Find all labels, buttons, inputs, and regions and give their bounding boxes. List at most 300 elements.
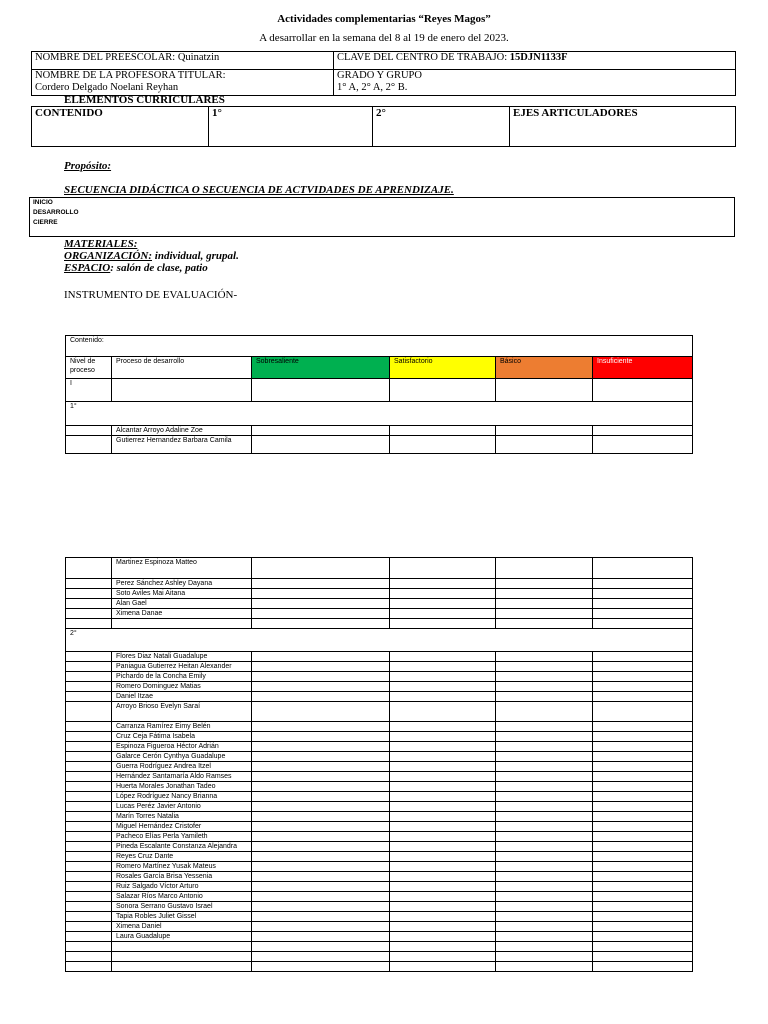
evaluation-cell	[390, 922, 496, 932]
evaluation-cell	[593, 722, 693, 732]
evaluation-cell	[496, 609, 593, 619]
evaluation-cell	[496, 732, 593, 742]
table-row	[66, 762, 693, 772]
grado-cell	[334, 70, 736, 96]
level-i-cell: I	[66, 379, 112, 402]
contenido-cell	[32, 107, 209, 147]
instrumento-label: INSTRUMENTO DE EVALUACIÓN-	[64, 289, 238, 301]
table-row	[66, 619, 693, 629]
evaluation-cell	[252, 619, 390, 629]
evaluation-cell	[66, 902, 112, 912]
materiales-block	[64, 238, 239, 274]
level-i-row	[66, 379, 693, 402]
student-name-cell: Tapia Robles Juliet Gissel	[112, 912, 252, 922]
preescolar-text: NOMBRE DEL PREESCOLAR: Quinatzin	[35, 52, 220, 63]
student-name-cell: Gutierrez Hernandez Barbara Camila	[112, 436, 252, 454]
evaluation-cell	[252, 812, 390, 822]
evaluation-cell	[593, 812, 693, 822]
evaluation-cell	[593, 589, 693, 599]
evaluation-cell	[66, 792, 112, 802]
evaluation-cell	[390, 609, 496, 619]
evaluation-cell	[66, 589, 112, 599]
student-name-cell: Espinoza Figueroa Héctor Adrián	[112, 742, 252, 752]
evaluation-cell	[252, 842, 390, 852]
student-name-cell: Ruiz Salgado Víctor Arturo	[112, 882, 252, 892]
inicio-label: INICIO	[33, 199, 53, 206]
table-row	[66, 822, 693, 832]
evaluation-cell	[390, 772, 496, 782]
materiales-label: MATERIALES:	[64, 238, 138, 250]
evaluation-cell	[390, 579, 496, 589]
evaluation-cell	[496, 882, 593, 892]
student-name-cell: Reyes Cruz Dante	[112, 852, 252, 862]
evaluation-cell	[593, 619, 693, 629]
evaluation-cell	[593, 822, 693, 832]
evaluation-cell	[593, 558, 693, 579]
preescolar-cell	[32, 52, 334, 70]
evaluation-cell	[593, 852, 693, 862]
evaluation-cell	[390, 792, 496, 802]
student-name-cell: Alcantar Arroyo Adaline Zoe	[112, 426, 252, 436]
evaluation-cell	[390, 952, 496, 962]
evaluation-cell	[390, 942, 496, 952]
elementos-row	[32, 107, 736, 147]
evaluation-cell	[496, 952, 593, 962]
evaluation-cell	[496, 436, 593, 454]
evaluation-cell	[496, 932, 593, 942]
profesora-cell	[32, 70, 334, 96]
document-subtitle: A desarrollar en la semana del 8 al 19 de enero del 2023.	[259, 32, 509, 44]
evaluation-cell	[496, 872, 593, 882]
evaluation-cell	[66, 652, 112, 662]
evaluation-cell	[252, 792, 390, 802]
table-row	[66, 872, 693, 882]
table-row	[66, 589, 693, 599]
clave-cell	[334, 52, 736, 70]
student-name-cell: Paniagua Gutierrez Heitan Alexander	[112, 662, 252, 672]
evaluation-cell	[496, 792, 593, 802]
evaluation-cell	[390, 732, 496, 742]
organizacion-value: individual, grupal.	[152, 250, 239, 262]
evaluation-cell	[252, 426, 390, 436]
evaluation-cell	[252, 902, 390, 912]
evaluation-cell	[390, 742, 496, 752]
table-row	[66, 436, 693, 454]
grado-value: 1° A, 2° A, 2° B.	[337, 82, 408, 93]
student-name-cell: Ximena Danae	[112, 609, 252, 619]
evaluation-cell	[390, 902, 496, 912]
evaluation-cell	[390, 662, 496, 672]
table-row	[66, 732, 693, 742]
evaluation-cell	[496, 822, 593, 832]
level-2-row	[66, 629, 693, 652]
grado-label: GRADO Y GRUPO	[337, 70, 422, 81]
evaluation-cell	[390, 802, 496, 812]
evaluation-cell	[593, 842, 693, 852]
evaluation-cell	[593, 772, 693, 782]
espacio-label: ESPACIO	[64, 262, 111, 274]
student-name-cell: López Rodríguez Nancy Brianna	[112, 792, 252, 802]
table-row	[66, 792, 693, 802]
student-rows-page1	[66, 426, 693, 454]
header-row-2	[32, 70, 736, 96]
evaluation-cell	[496, 772, 593, 782]
evaluation-cell	[252, 609, 390, 619]
table-row	[66, 599, 693, 609]
evaluation-cell	[252, 558, 390, 579]
evaluation-cell	[390, 652, 496, 662]
evaluation-cell	[496, 672, 593, 682]
grade1-cell	[209, 107, 373, 147]
proceso-header: Proceso de desarrollo	[112, 357, 252, 379]
evaluation-cell	[390, 862, 496, 872]
evaluation-cell	[252, 832, 390, 842]
table-row	[66, 692, 693, 702]
organizacion-label: ORGANIZACIÓN:	[64, 250, 153, 262]
evaluation-cell	[496, 589, 593, 599]
evaluation-cell	[66, 662, 112, 672]
student-name-cell: Ximena Daniel	[112, 922, 252, 932]
table-row	[66, 752, 693, 762]
evaluation-cell	[593, 702, 693, 722]
evaluation-cell	[593, 662, 693, 672]
table-row	[66, 772, 693, 782]
evaluation-cell	[593, 579, 693, 589]
student-name-cell: Cruz Ceja Fátima Isabela	[112, 732, 252, 742]
evaluation-cell	[66, 619, 112, 629]
evaluation-cell	[66, 609, 112, 619]
evaluation-cell	[496, 682, 593, 692]
evaluation-cell	[390, 852, 496, 862]
student-name-cell: Lucas Peréz Javier Antonio	[112, 802, 252, 812]
evaluation-cell	[66, 802, 112, 812]
evaluation-cell	[390, 822, 496, 832]
student-name-cell: Marín Torres Natalia	[112, 812, 252, 822]
evaluation-cell	[496, 812, 593, 822]
evaluation-cell	[66, 762, 112, 772]
student-rows-page2-second	[66, 652, 693, 972]
profesora-label: NOMBRE DE LA PROFESORA TITULAR:	[35, 70, 226, 81]
table-row	[66, 802, 693, 812]
table-row	[66, 942, 693, 952]
evaluation-cell	[593, 609, 693, 619]
evaluation-cell	[593, 599, 693, 609]
evaluation-cell	[593, 802, 693, 812]
evaluation-cell	[66, 872, 112, 882]
evaluation-cell	[593, 762, 693, 772]
evaluation-cell	[252, 589, 390, 599]
evaluation-cell	[66, 742, 112, 752]
evaluation-cell	[593, 962, 693, 972]
evaluation-cell	[496, 752, 593, 762]
evaluation-cell	[496, 652, 593, 662]
evaluation-cell	[496, 892, 593, 902]
evaluation-cell	[390, 872, 496, 882]
contenido-header: CONTENIDO	[35, 107, 103, 119]
evaluation-cell	[252, 912, 390, 922]
evaluation-cell	[66, 426, 112, 436]
rubric-contenido-label: Contenido:	[70, 337, 104, 344]
sobresaliente-header: Sobresaliente	[252, 357, 390, 379]
student-name-cell: Romero Dominguez Matias	[112, 682, 252, 692]
evaluation-cell	[66, 862, 112, 872]
evaluation-cell	[112, 962, 252, 972]
evaluation-cell	[66, 852, 112, 862]
evaluation-cell	[66, 558, 112, 579]
table-row	[66, 662, 693, 672]
evaluation-cell	[390, 932, 496, 942]
level-2-cell: 2°	[66, 629, 693, 652]
evaluation-cell	[252, 692, 390, 702]
evaluation-cell	[390, 692, 496, 702]
elementos-title: ELEMENTOS CURRICULARES	[64, 94, 225, 106]
evaluation-cell	[496, 692, 593, 702]
table-row	[66, 962, 693, 972]
evaluation-cell	[252, 942, 390, 952]
evaluation-cell	[496, 599, 593, 609]
table-row	[66, 558, 693, 579]
evaluation-cell	[66, 752, 112, 762]
evaluation-cell	[593, 952, 693, 962]
rubric-header-row	[66, 357, 693, 379]
evaluation-cell	[390, 426, 496, 436]
evaluation-cell	[496, 782, 593, 792]
evaluation-cell	[496, 702, 593, 722]
evaluation-cell	[593, 682, 693, 692]
evaluation-cell	[496, 922, 593, 932]
evaluation-cell	[390, 752, 496, 762]
evaluation-cell	[593, 692, 693, 702]
evaluation-cell	[593, 652, 693, 662]
evaluation-cell	[252, 952, 390, 962]
secuencia-box	[29, 197, 735, 237]
evaluation-cell	[112, 952, 252, 962]
evaluation-cell	[112, 619, 252, 629]
evaluation-cell	[252, 599, 390, 609]
evaluation-cell	[496, 912, 593, 922]
document-title: Actividades complementarias “Reyes Magos”	[277, 13, 491, 25]
evaluation-cell	[390, 589, 496, 599]
evaluation-cell	[593, 882, 693, 892]
evaluation-cell	[496, 426, 593, 436]
evaluation-cell	[252, 962, 390, 972]
evaluation-cell	[252, 752, 390, 762]
profesora-value: Cordero Delgado Noelani Reyhan	[35, 82, 179, 93]
insuficiente-header: Insuficiente	[593, 357, 693, 379]
evaluation-cell	[496, 579, 593, 589]
student-name-cell: Hernández Santamaría Aldo Ramses	[112, 772, 252, 782]
clave-label: CLAVE DEL CENTRO DE TRABAJO:	[337, 52, 508, 63]
evaluation-cell	[252, 862, 390, 872]
table-row	[66, 742, 693, 752]
evaluation-cell	[66, 822, 112, 832]
student-name-cell: Laura Guadalupe	[112, 932, 252, 942]
level-1-cell: 1°	[66, 402, 693, 426]
evaluation-cell	[390, 782, 496, 792]
header-table	[31, 51, 736, 96]
evaluation-cell	[252, 932, 390, 942]
evaluation-cell	[66, 832, 112, 842]
nivel-header: Nivel de proceso	[66, 357, 112, 379]
evaluation-cell	[252, 672, 390, 682]
table-row	[66, 842, 693, 852]
evaluation-cell	[66, 912, 112, 922]
table-row	[66, 579, 693, 589]
evaluation-cell	[66, 579, 112, 589]
evaluation-cell	[593, 436, 693, 454]
student-rows-page2-first	[66, 558, 693, 629]
table-row	[66, 426, 693, 436]
evaluation-cell	[66, 599, 112, 609]
student-name-cell: Perez Sánchez Ashley Dayana	[112, 579, 252, 589]
evaluation-cell	[390, 702, 496, 722]
table-row	[66, 682, 693, 692]
evaluation-cell	[390, 882, 496, 892]
table-row	[66, 609, 693, 619]
evaluation-cell	[66, 682, 112, 692]
evaluation-cell	[66, 952, 112, 962]
satisfactorio-header: Satisfactorio	[390, 357, 496, 379]
evaluation-cell	[593, 872, 693, 882]
student-name-cell: Salazar Ríos Marco Antonio	[112, 892, 252, 902]
ejes-header: EJES ARTICULADORES	[513, 107, 638, 119]
evaluation-cell	[496, 902, 593, 912]
table-row	[66, 952, 693, 962]
table-row	[66, 812, 693, 822]
evaluation-cell	[66, 436, 112, 454]
evaluation-cell	[66, 732, 112, 742]
clave-value: 15DJN1133F	[509, 52, 568, 63]
evaluation-cell	[252, 852, 390, 862]
evaluation-cell	[496, 942, 593, 952]
evaluation-cell	[66, 772, 112, 782]
table-row	[66, 782, 693, 792]
evaluation-cell	[593, 942, 693, 952]
table-row	[66, 832, 693, 842]
rubric-table-2	[65, 557, 693, 972]
level-1-row	[66, 402, 693, 426]
evaluation-cell	[252, 702, 390, 722]
evaluation-cell	[252, 732, 390, 742]
cierre-label: CIERRE	[33, 219, 58, 226]
evaluation-cell	[66, 892, 112, 902]
evaluation-cell	[252, 822, 390, 832]
evaluation-cell	[390, 619, 496, 629]
student-name-cell: Daniel Itzae	[112, 692, 252, 702]
evaluation-cell	[593, 832, 693, 842]
student-name-cell: Carranza Ramírez Eimy Belén	[112, 722, 252, 732]
basico-header: Básico	[496, 357, 593, 379]
evaluation-cell	[593, 732, 693, 742]
evaluation-cell	[593, 922, 693, 932]
evaluation-cell	[66, 922, 112, 932]
evaluation-cell	[390, 962, 496, 972]
evaluation-cell	[390, 672, 496, 682]
evaluation-cell	[390, 892, 496, 902]
evaluation-cell	[390, 558, 496, 579]
table-row	[66, 882, 693, 892]
grade2-header: 2°	[376, 107, 386, 119]
student-name-cell: Soto Aviles Mai Aitana	[112, 589, 252, 599]
evaluation-cell	[496, 742, 593, 752]
student-name-cell: Galarce Cerón Cynthya Guadalupe	[112, 752, 252, 762]
table-row	[66, 922, 693, 932]
evaluation-cell	[593, 932, 693, 942]
evaluation-cell	[496, 722, 593, 732]
evaluation-cell	[593, 752, 693, 762]
student-name-cell: Pineda Escalante Constanza Alejandra	[112, 842, 252, 852]
evaluation-cell	[66, 812, 112, 822]
evaluation-cell	[252, 762, 390, 772]
evaluation-cell	[593, 742, 693, 752]
evaluation-cell	[390, 832, 496, 842]
student-name-cell: Flores Diaz Natali Guadalupe	[112, 652, 252, 662]
evaluation-cell	[390, 599, 496, 609]
evaluation-cell	[593, 912, 693, 922]
evaluation-cell	[593, 862, 693, 872]
evaluation-cell	[252, 802, 390, 812]
evaluation-cell	[252, 652, 390, 662]
evaluation-cell	[252, 882, 390, 892]
student-name-cell: Pichardo de la Concha Emily	[112, 672, 252, 682]
secuencia-title: SECUENCIA DIDÁCTICA O SECUENCIA DE ACTVIDADES DE APRENDIZAJE.	[64, 184, 454, 196]
evaluation-cell	[496, 619, 593, 629]
table-row	[66, 852, 693, 862]
evaluation-cell	[252, 579, 390, 589]
evaluation-cell	[496, 862, 593, 872]
evaluation-cell	[390, 436, 496, 454]
student-name-cell: Alan Gael	[112, 599, 252, 609]
evaluation-cell	[66, 692, 112, 702]
evaluation-cell	[496, 832, 593, 842]
evaluation-cell	[496, 762, 593, 772]
rubric-table-1	[65, 335, 693, 454]
student-name-cell: Pacheco Elías Perla Yamileth	[112, 832, 252, 842]
evaluation-cell	[390, 842, 496, 852]
evaluation-cell	[390, 762, 496, 772]
evaluation-cell	[66, 932, 112, 942]
student-name-cell: Arroyo Brioso Evelyn Saraí	[112, 702, 252, 722]
table-row	[66, 892, 693, 902]
student-name-cell: Miguel Hernández Cristofer	[112, 822, 252, 832]
grade1-header: 1°	[212, 107, 222, 119]
evaluation-cell	[252, 742, 390, 752]
evaluation-cell	[252, 722, 390, 732]
evaluation-cell	[252, 782, 390, 792]
table-row	[66, 702, 693, 722]
espacio-value: : salón de clase, patio	[110, 262, 208, 274]
evaluation-cell	[593, 892, 693, 902]
evaluation-cell	[593, 902, 693, 912]
student-name-cell: Guerra Rodríguez Andrea Itzel	[112, 762, 252, 772]
evaluation-cell	[593, 782, 693, 792]
evaluation-cell	[496, 842, 593, 852]
evaluation-cell	[390, 912, 496, 922]
evaluation-cell	[496, 852, 593, 862]
table-row	[66, 652, 693, 662]
evaluation-cell	[390, 682, 496, 692]
grade2-cell	[373, 107, 510, 147]
evaluation-cell	[112, 942, 252, 952]
rubric-contenido-cell	[66, 336, 693, 357]
evaluation-cell	[66, 702, 112, 722]
evaluation-cell	[252, 872, 390, 882]
evaluation-cell	[66, 942, 112, 952]
evaluation-cell	[66, 882, 112, 892]
table-row	[66, 862, 693, 872]
evaluation-cell	[252, 892, 390, 902]
evaluation-cell	[390, 722, 496, 732]
